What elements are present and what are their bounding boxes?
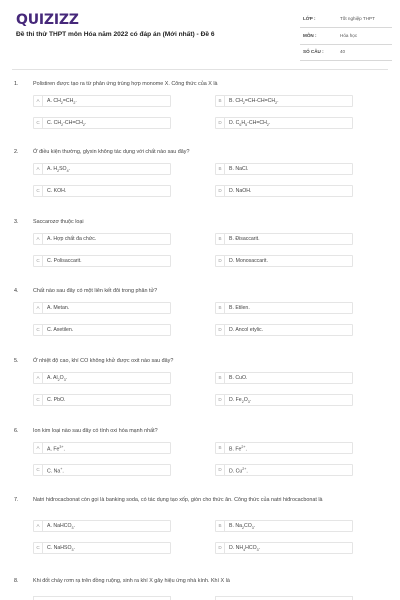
answer-option-a[interactable] [33, 302, 171, 314]
option-text: C. Axetilen. [47, 326, 74, 333]
option-text: C. $CH_2-CH=CH_2$. [47, 119, 87, 127]
answer-option-a[interactable] [33, 233, 171, 245]
meta-value: Tốt nghiệp THPT [340, 16, 375, 21]
option-text: B. $CH_2=CH-CH=CH_2$. [229, 97, 279, 105]
option-text: D. $Cu^{2+}$. [229, 466, 248, 475]
answer-option-partial[interactable] [215, 596, 353, 600]
question-number: 3. [14, 219, 19, 225]
option-letter-badge: A [34, 96, 43, 106]
meta-label: LỚP : [303, 16, 316, 21]
document-title: Đề thi thử THPT môn Hóa năm 2022 có đáp án (Mới nhất) - Đề 6 [16, 31, 215, 38]
answer-option-b[interactable] [215, 302, 353, 314]
answer-option-a[interactable] [33, 520, 171, 532]
option-text: A. $Al_2O_3$. [47, 374, 68, 382]
option-letter-badge: D [216, 118, 225, 128]
option-letter-badge: A [34, 303, 43, 313]
question-text: Natri hiđrocacbonat còn gọi là banking soda, có tác dụng tạo xốp, giòn cho thức ăn. Công thức của natri hiđrocacbonat là [33, 497, 323, 503]
question-number: 7. [14, 497, 19, 503]
question-number: 4. [14, 288, 19, 294]
answer-option-partial[interactable] [33, 596, 171, 600]
question-number: 5. [14, 358, 19, 364]
meta-label: SỐ CÂU : [303, 49, 324, 54]
option-letter-badge: B [216, 96, 225, 106]
answer-option-a[interactable] [33, 95, 171, 107]
option-letter-badge: C [34, 186, 43, 196]
question-number: 8. [14, 578, 19, 584]
question-text: Ở điều kiện thường, glyxin không tác dụng với chất nào sau đây? [33, 149, 190, 155]
option-letter-badge: B [216, 164, 225, 174]
option-letter-badge: B [216, 303, 225, 313]
option-letter-badge: C [34, 543, 43, 553]
answer-option-d[interactable] [215, 394, 353, 406]
question-number: 6. [14, 428, 19, 434]
option-letter-badge: D [216, 395, 225, 405]
option-text: A. $H_2SO_4$. [47, 165, 71, 173]
answer-option-b[interactable] [215, 520, 353, 532]
quizizz-logo: QUIZIZZ [16, 12, 79, 28]
option-text: B. Etilen. [229, 304, 250, 311]
option-text: C. PbO. [47, 396, 66, 403]
answer-option-d[interactable] [215, 255, 353, 267]
question-text: Ion kim loại nào sau đây có tính oxi hóa mạnh nhất? [33, 428, 158, 434]
option-letter-badge: D [216, 543, 225, 553]
meta-value: 40 [340, 49, 346, 54]
option-text: C. KOH. [47, 187, 67, 194]
option-text: A. NaHCO$_3$. [47, 522, 75, 530]
answer-option-d[interactable] [215, 464, 353, 476]
option-letter-badge: A [34, 234, 43, 244]
answer-option-c[interactable] [33, 185, 171, 197]
question-number: 1. [14, 81, 19, 87]
meta-row-class [300, 14, 392, 28]
option-letter-badge: C [34, 118, 43, 128]
question-text: Ở nhiệt độ cao, khí CO không khử được oxit nào sau đây? [33, 358, 174, 364]
option-letter-badge: C [34, 395, 43, 405]
option-text: C. Polisaccarit. [47, 257, 82, 264]
option-text: D. Ancol etylic. [229, 326, 264, 333]
answer-option-c[interactable] [33, 117, 171, 129]
option-letter-badge: A [34, 443, 43, 453]
answer-option-b[interactable] [215, 163, 353, 175]
answer-option-c[interactable] [33, 324, 171, 336]
option-letter-badge: D [216, 186, 225, 196]
meta-row-subject [300, 31, 392, 45]
option-text: B. $Fe^{2+}$. [229, 444, 247, 453]
option-letter-badge: B [216, 234, 225, 244]
answer-option-a[interactable] [33, 442, 171, 454]
meta-info [300, 14, 392, 64]
option-text: C. Na+. [47, 466, 64, 475]
header-divider [12, 69, 388, 70]
option-letter-badge: D [216, 325, 225, 335]
meta-value: Hóa học [340, 32, 358, 38]
answer-option-b[interactable] [215, 95, 353, 107]
answer-option-a[interactable] [33, 163, 171, 175]
page-header [0, 0, 400, 72]
answer-option-c[interactable] [33, 394, 171, 406]
option-letter-badge: C [34, 256, 43, 266]
option-text: B. CuO. [229, 374, 248, 381]
option-letter-badge: D [216, 465, 225, 475]
option-text: C. NaHSO$_3$. [47, 544, 75, 552]
answer-option-c[interactable] [33, 464, 171, 476]
option-letter-badge: A [34, 521, 43, 531]
answer-option-d[interactable] [215, 117, 353, 129]
answer-option-c[interactable] [33, 542, 171, 554]
question-text: Saccarozơ thuộc loại [33, 219, 84, 225]
option-letter-badge: B [216, 373, 225, 383]
option-text: A. $CH_2=CH_2$. [47, 97, 77, 105]
option-text: B. Đisaccarit. [229, 235, 260, 242]
option-text: D. $NH_4HCO_3$. [229, 544, 261, 552]
answer-option-b[interactable] [215, 442, 353, 454]
answer-option-c[interactable] [33, 255, 171, 267]
answer-option-b[interactable] [215, 372, 353, 384]
option-text: B. $Na_2CO_3$. [229, 522, 256, 530]
option-text: D. NaOH. [229, 187, 252, 194]
answer-option-d[interactable] [215, 185, 353, 197]
option-letter-badge: C [34, 465, 43, 475]
option-text: A. Metan. [47, 304, 70, 311]
question-number: 2. [14, 149, 19, 155]
option-letter-badge: C [34, 325, 43, 335]
answer-option-a[interactable] [33, 372, 171, 384]
option-letter-badge: A [34, 164, 43, 174]
question-text: Polistiren được tạo ra từ phản ứng trùng hợp monome X. Công thức của X là [33, 81, 218, 87]
answer-option-b[interactable] [215, 233, 353, 245]
option-text: D. $C_6H_5-CH=CH_2$. [229, 119, 271, 127]
option-text: A. Hợp chất đa chức. [47, 235, 97, 242]
answer-option-d[interactable] [215, 542, 353, 554]
meta-row-question-count [300, 47, 392, 61]
question-text: Khi đốt cháy rơm rạ trên đồng ruộng, sinh ra khí X gây hiệu ứng nhà kính. Khí X là [33, 578, 230, 584]
option-text: B. NaCl. [229, 165, 249, 172]
option-text: A. $Fe^{3+}$. [47, 444, 65, 453]
meta-label: MÔN : [303, 32, 317, 38]
answer-option-d[interactable] [215, 324, 353, 336]
option-letter-badge: D [216, 256, 225, 266]
option-text: D. $Fe_2O_3$. [229, 396, 252, 404]
option-letter-badge: B [216, 443, 225, 453]
option-letter-badge: B [216, 521, 225, 531]
option-letter-badge: A [34, 373, 43, 383]
question-text: Chất nào sau đây có một liên kết đôi trong phân tử? [33, 288, 158, 294]
option-text: D. Monosaccarit. [229, 257, 268, 264]
